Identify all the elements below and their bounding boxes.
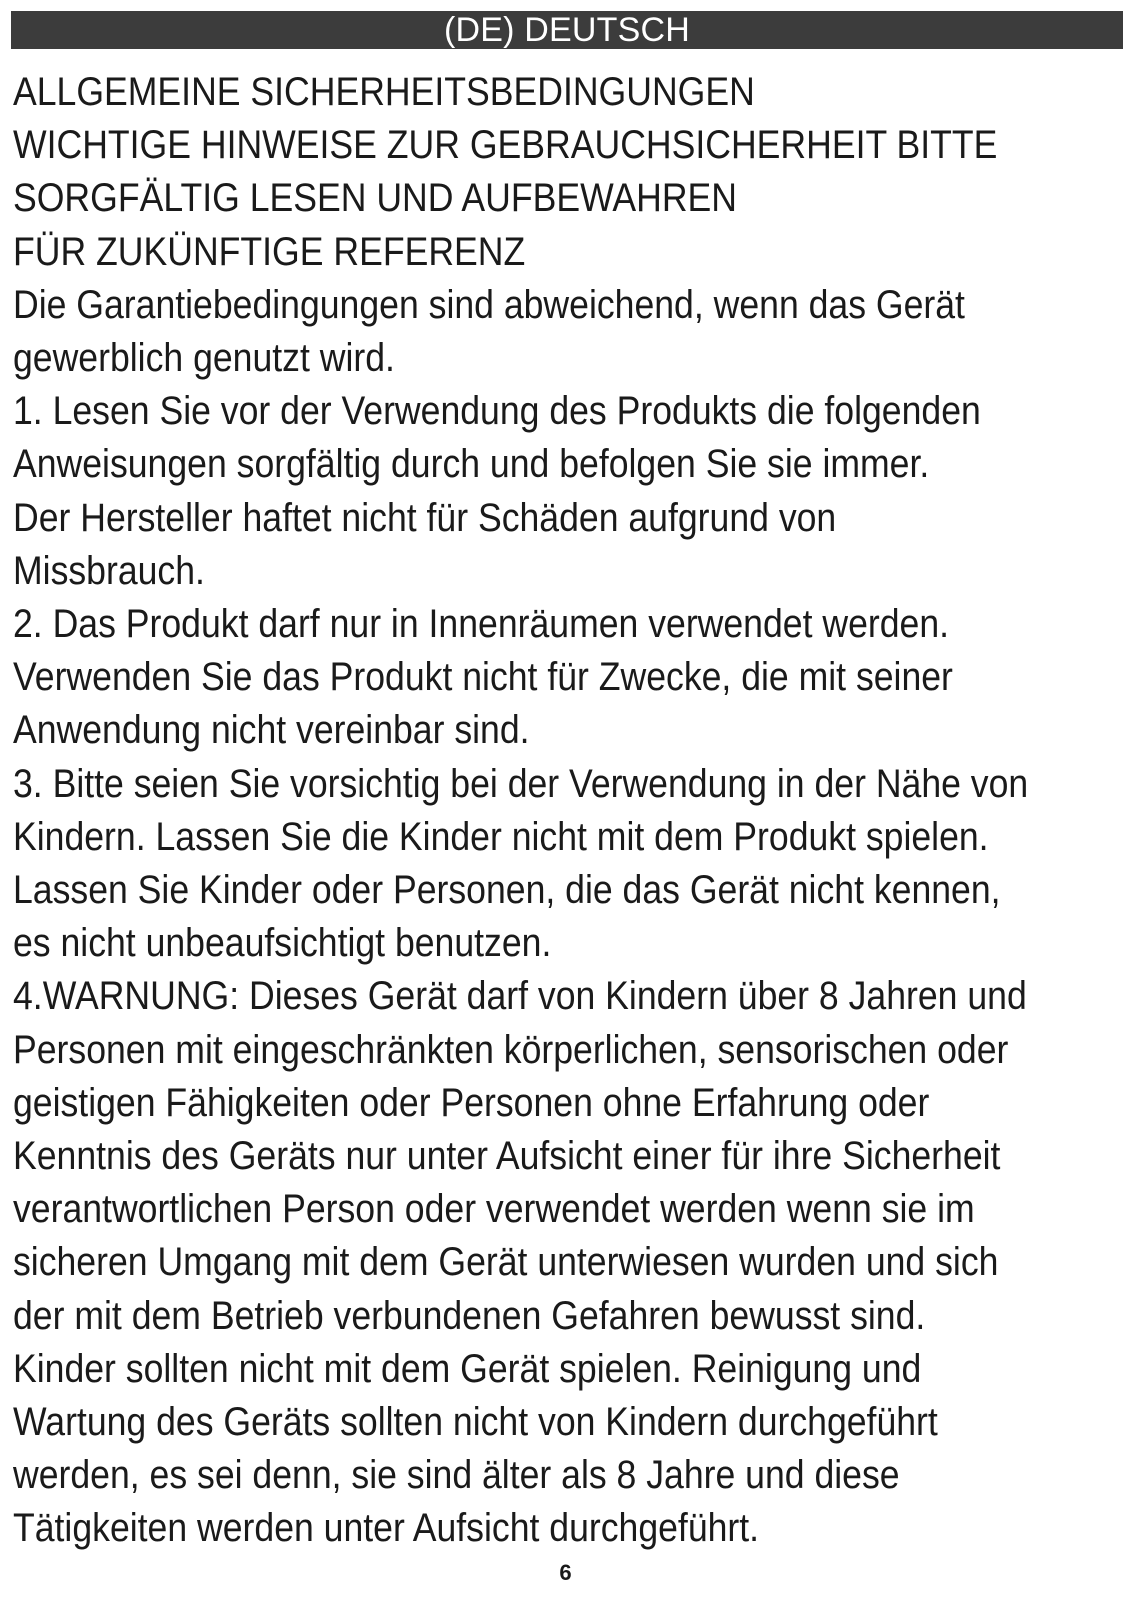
text-line: gewerblich genutzt wird. (13, 336, 395, 381)
text-line: 4.WARNUNG: Dieses Gerät darf von Kindern über 8 Jahren und (13, 974, 1027, 1019)
text-line: Missbrauch. (13, 548, 205, 593)
text-line: FÜR ZUKÜNFTIGE REFERENZ (13, 229, 526, 274)
text-line: werden, es sei denn, sie sind älter als 8 Jahre und diese (13, 1453, 900, 1498)
text-line: Kindern. Lassen Sie die Kinder nicht mit dem Produkt spielen. (13, 814, 989, 859)
text-line: Anweisungen sorgfältig durch und befolgen Sie sie immer. (13, 442, 930, 487)
text-line: 1. Lesen Sie vor der Verwendung des Produkts die folgenden (13, 389, 981, 434)
text-line: geistigen Fähigkeiten oder Personen ohne Erfahrung oder (13, 1080, 930, 1125)
text-line: verantwortlichen Person oder verwendet werden wenn sie im (13, 1187, 975, 1232)
text-line: es nicht unbeaufsichtigt benutzen. (13, 921, 552, 966)
text-line: Lassen Sie Kinder oder Personen, die das Gerät nicht kennen, (13, 868, 1001, 913)
text-line: Kenntnis des Geräts nur unter Aufsicht einer für ihre Sicherheit (13, 1134, 1001, 1179)
text-line: Tätigkeiten werden unter Aufsicht durchgeführt. (13, 1506, 760, 1551)
text-line: der mit dem Betrieb verbundenen Gefahren bewusst sind. (13, 1293, 926, 1338)
text-line: ALLGEMEINE SICHERHEITSBEDINGUNGEN (13, 70, 755, 114)
language-header-bar (11, 11, 1123, 49)
text-line: Der Hersteller haftet nicht für Schäden aufgrund von (13, 495, 837, 540)
text-line: Kinder sollten nicht mit dem Gerät spielen. Reinigung und (13, 1346, 922, 1391)
text-line: 3. Bitte seien Sie vorsichtig bei der Verwendung in der Nähe von (13, 761, 1029, 806)
text-line: SORGFÄLTIG LESEN UND AUFBEWAHREN (13, 176, 737, 221)
text-line: sicheren Umgang mit dem Gerät unterwiesen wurden und sich (13, 1240, 999, 1285)
language-header-title: (DE) DEUTSCH (443, 11, 691, 49)
safety-instructions-text (13, 66, 1121, 1556)
text-line: Die Garantiebedingungen sind abweichend, wenn das Gerät (13, 282, 965, 327)
text-line: Verwenden Sie das Produkt nicht für Zwecke, die mit seiner (13, 655, 953, 700)
text-line: Personen mit eingeschränkten körperlichen, sensorischen oder (13, 1027, 1009, 1072)
text-line: 2. Das Produkt darf nur in Innenräumen verwendet werden. (13, 602, 950, 647)
text-line: Anwendung nicht vereinbar sind. (13, 708, 530, 753)
text-line: Wartung des Geräts sollten nicht von Kindern durchgeführt (13, 1400, 938, 1445)
page-number: 6 (559, 1560, 572, 1585)
text-line: WICHTIGE HINWEISE ZUR GEBRAUCHSICHERHEIT BITTE (13, 123, 998, 168)
